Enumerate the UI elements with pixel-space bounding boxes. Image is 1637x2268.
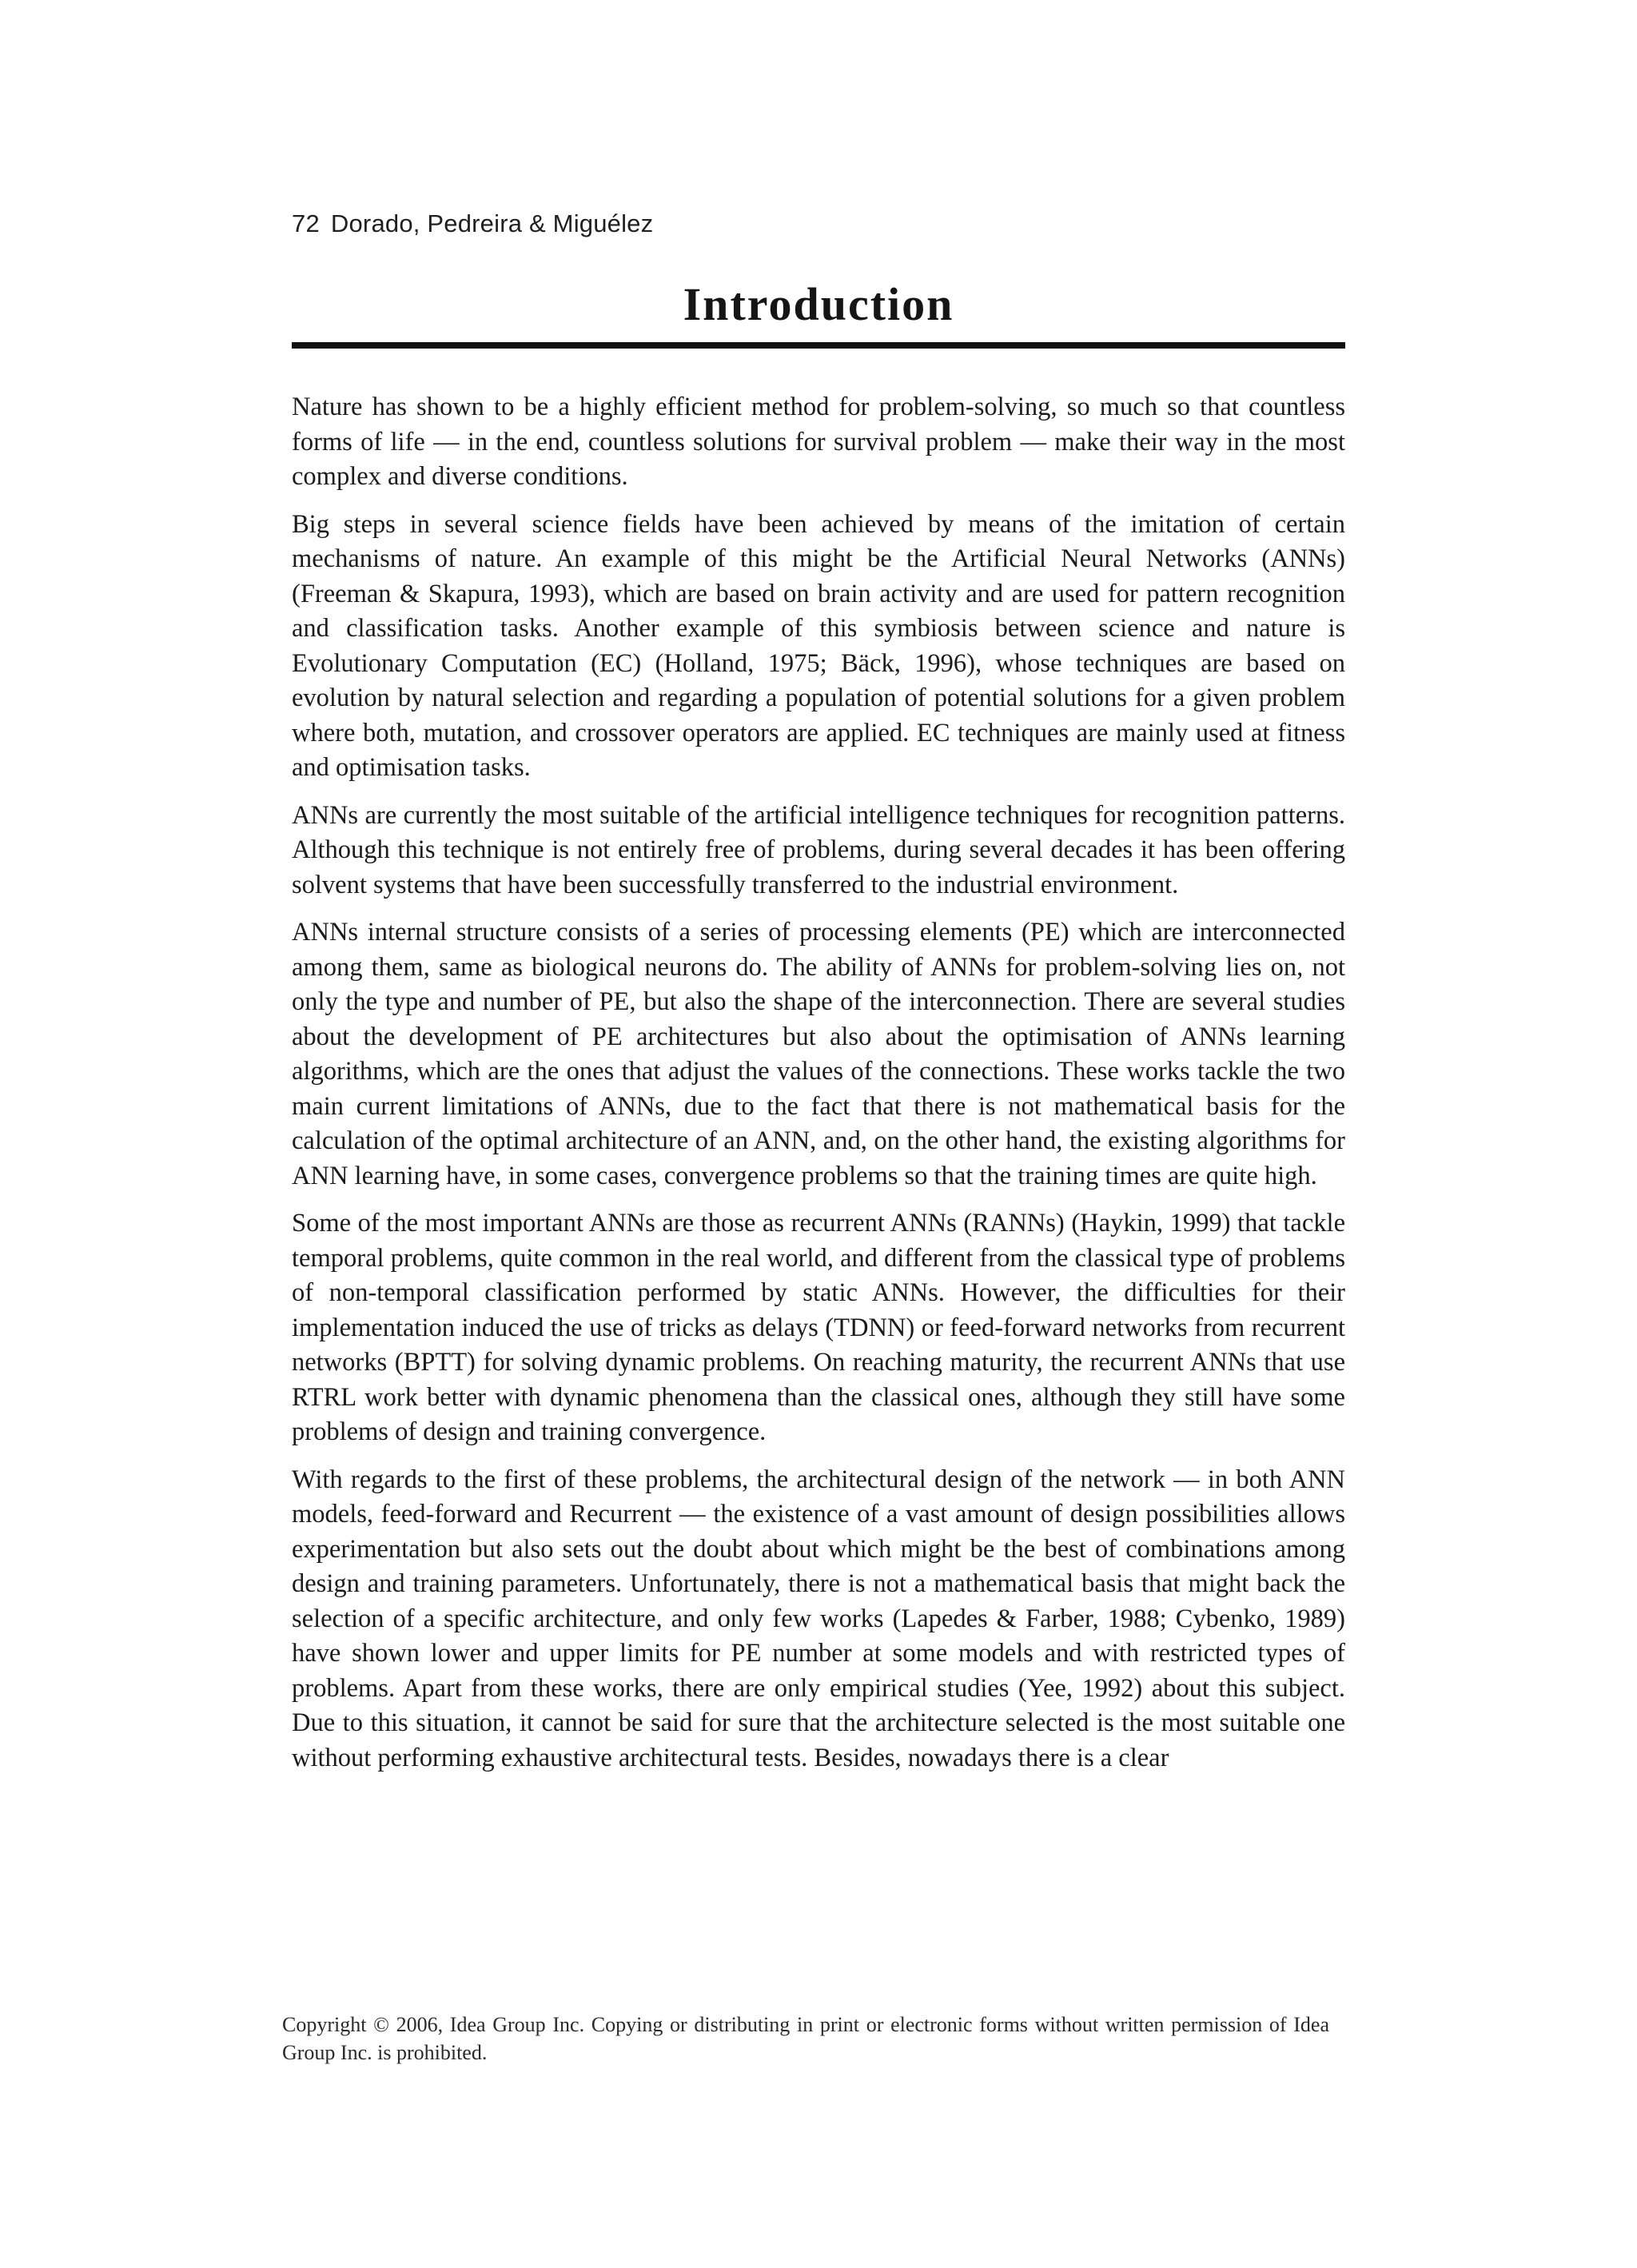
paragraph: Some of the most important ANNs are those as recurrent ANNs (RANNs) (Haykin, 1999) that tackle temporal problems, quite common in the real world, and different from the classical type of problems of non-temporal classification performed by static ANNs. However, the difficulties for their implementation induced the use of tricks as delays (TDNN) or feed-forward networks from recurrent networks (BPTT) for solving dynamic problems. On reaching maturity, the recurrent ANNs that use RTRL work better with dynamic phenomena than the classical ones, although they still have some problems of design and training convergence.	[292, 1209, 1345, 1446]
page-number: 72	[292, 209, 320, 237]
paragraph: Nature has shown to be a highly efficient method for problem-solving, so much so that countless forms of life — in the end, countless solutions for survival problem — make their way in the most complex and diverse conditions.	[292, 393, 1345, 491]
running-head-authors: Dorado, Pedreira & Miguélez	[330, 209, 654, 237]
body-text	[292, 390, 1345, 1788]
section-title: Introduction	[683, 278, 954, 330]
paragraph: Big steps in several science fields have been achieved by means of the imitation of certain mechanisms of nature. An example of this might be the Artificial Neural Networks (ANNs) (Freeman & Skapura, 1993), which are based on brain activity and are used for pattern recognition and classification tasks. Another example of this symbiosis between science and nature is Evolutionary Computation (EC) (Holland, 1975; Bäck, 1996), whose techniques are based on evolution by natural selection and regarding a population of potential solutions for a given problem where both, mutation, and crossover operators are applied. EC techniques are mainly used at fitness and optimisation tasks.	[292, 509, 1345, 782]
running-head	[292, 209, 653, 238]
title-rule	[292, 342, 1345, 349]
paragraph: ANNs internal structure consists of a series of processing elements (PE) which are interconnected among them, same as biological neurons do. The ability of ANNs for problem-solving lies on, not only the type and number of PE, but also the shape of the interconnection. There are several studies about the development of PE architectures but also about the optimisation of ANNs learning algorithms, which are the ones that adjust the values of the connections. These works tackle the two main current limitations of ANNs, due to the fact that there is not mathematical basis for the calculation of the optimal architecture of an ANN, and, on the other hand, the existing algorithms for ANN learning have, in some cases, convergence problems so that the training times are quite high.	[292, 918, 1345, 1190]
paragraph: ANNs are currently the most suitable of the artificial intelligence techniques for recognition patterns. Although this technique is not entirely free of problems, during several decades it has been offering solvent systems that have been successfully transferred to the industrial environment.	[292, 800, 1345, 899]
copyright-footer: Copyright © 2006, Idea Group Inc. Copying or distributing in print or electronic forms without written permission of Idea Group Inc. is prohibited.	[282, 2013, 1329, 2064]
paragraph: With regards to the first of these problems, the architectural design of the network — in both ANN models, feed-forward and Recurrent — the existence of a vast amount of design possibilities allows experimentation but also sets out the doubt about which might be the best of combinations among design and training parameters. Unfortunately, there is not a mathematical basis that might back the selection of a specific architecture, and only few works (Lapedes & Farber, 1988; Cybenko, 1989) have shown lower and upper limits for PE number at some models and with restricted types of problems. Apart from these works, there are only empirical studies (Yee, 1992) about this subject. Due to this situation, it cannot be said for sure that the architecture selected is the most suitable one without performing exhaustive architectural tests. Besides, nowadays there is a clear	[292, 1465, 1345, 1772]
